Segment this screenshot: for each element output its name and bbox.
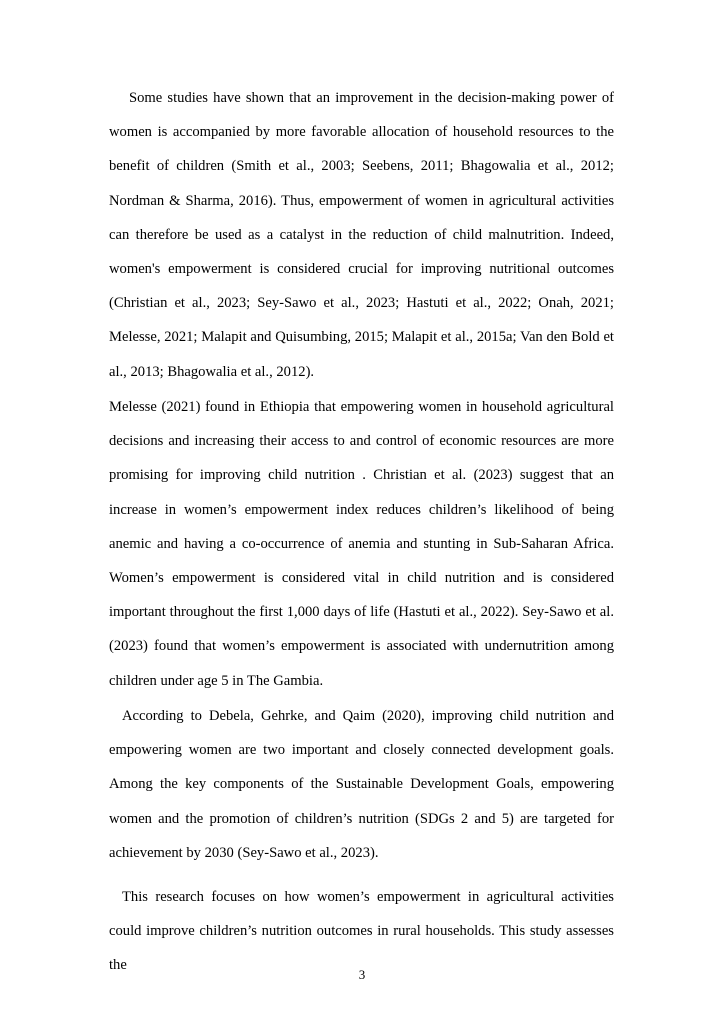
- paragraph-ethiopia-findings: Melesse (2021) found in Ethiopia that empowering women in household agricultural decisions and increasing their access to and control of economic resources are more promising for improving child nutrition . Christian et al. (2023) suggest that an increase in women’s empowerment index reduces children’s likelihood of being anemic and having a co-occurrence of anemia and stunting in Sub-Saharan Africa. Women’s empowerment is considered vital in child nutrition and is considered important throughout the first 1,000 days of life (Hastuti et al., 2022). Sey-Sawo et al. (2023) found that women’s empowerment is associated with undernutrition among children under age 5 in The Gambia.: [109, 399, 614, 689]
- page-number: 3: [358, 967, 366, 982]
- paragraph-development-goals: According to Debela, Gehrke, and Qaim (2020), improving child nutrition and empowering women are two important and closely connected development goals. Among the key components of the Sustainable Development Goals, empowering women and the promotion of children’s nutrition (SDGs 2 and 5) are targeted for achievement by 2030 (Sey-Sawo et al., 2023).: [109, 708, 614, 861]
- paragraph-research-focus: This research focuses on how women’s empowerment in agricultural activities could improve children’s nutrition outcomes in rural households. This study assesses the: [109, 889, 614, 974]
- paragraph-decision-making-power: Some studies have shown that an improvement in the decision-making power of women is accompanied by more favorable allocation of household resources to the benefit of children (Smith et al., 2003; Seebens, 2011; Bhagowalia et al., 2012; Nordman & Sharma, 2016). Thus, empowerment of women in agricultural activities can therefore be used as a catalyst in the reduction of child malnutrition. Indeed, women's empowerment is considered crucial for improving nutritional outcomes (Christian et al., 2023; Sey-Sawo et al., 2023; Hastuti et al., 2022; Onah, 2021; Melesse, 2021; Malapit and Quisumbing, 2015; Malapit et al., 2015a; Van den Bold et al., 2013; Bhagowalia et al., 2012).: [109, 90, 614, 380]
